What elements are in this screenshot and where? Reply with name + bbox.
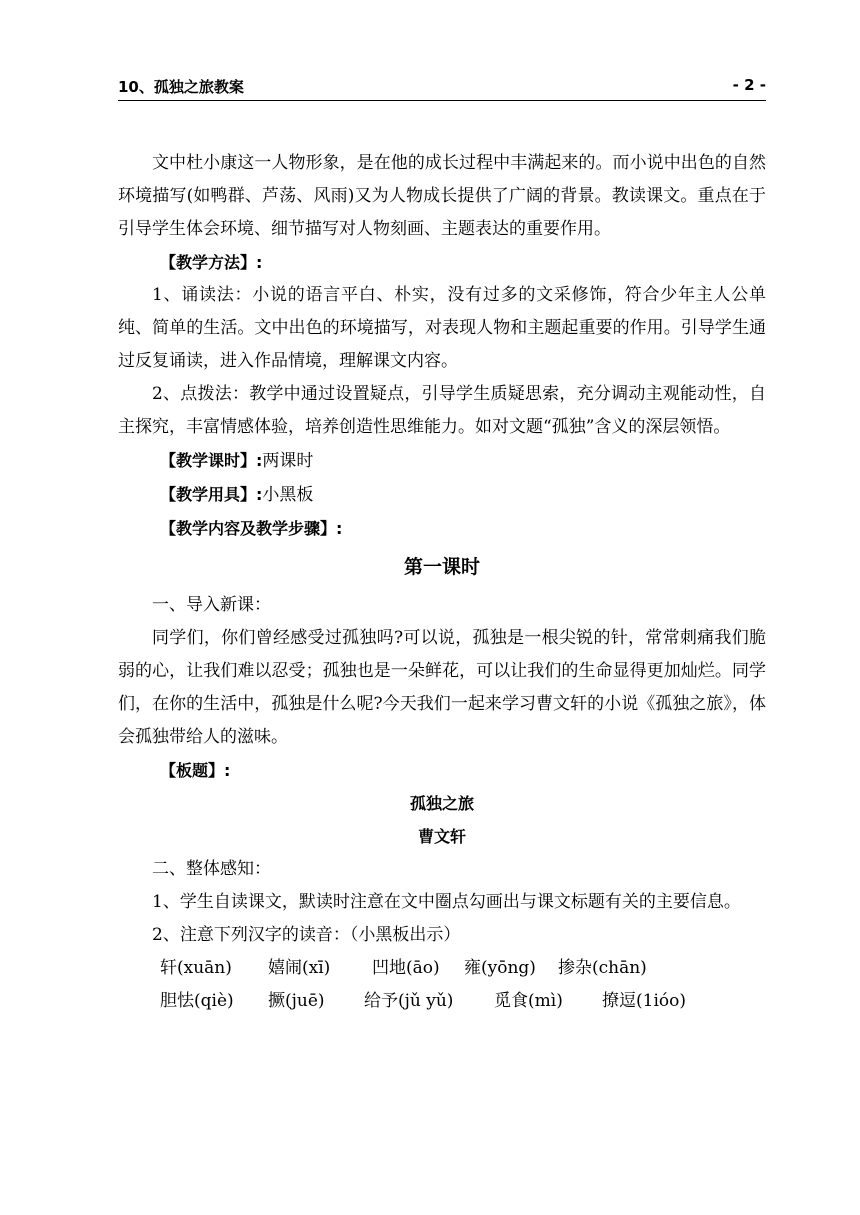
section-2-heading: 二、整体感知： bbox=[152, 859, 271, 879]
hours-value: 两课时 bbox=[262, 451, 314, 471]
word-item: 撅(juē) bbox=[268, 991, 325, 1011]
method-1: 1、诵读法：小说的语言平白、朴实，没有过多的文采修饰，符合少年主人公单纯、简单的生活。文中出色的环境描写，对表现人物和主题起重要的作用。引导学生通过反复诵读，进入作品情境，理解课文内容。 bbox=[118, 285, 766, 371]
methods-heading: 【教学方法】: bbox=[160, 253, 263, 272]
page-number: - 2 - bbox=[732, 76, 766, 94]
word-item: 掺杂(chān) bbox=[558, 958, 647, 978]
item-1: 1、学生自读课文，默读时注意在文中圈点勾画出与课文标题有关的主要信息。 bbox=[152, 892, 741, 912]
word-item: 觅食(mì) bbox=[494, 991, 563, 1011]
board-title: 孤独之旅 bbox=[409, 794, 474, 813]
steps-heading: 【教学内容及教学步骤】: bbox=[160, 519, 343, 538]
document-body bbox=[118, 147, 766, 1018]
word-item: 撩逗(1ióo) bbox=[602, 991, 686, 1011]
board-author: 曹文轩 bbox=[417, 827, 466, 846]
word-item: 胆怯(qiè) bbox=[160, 991, 234, 1011]
hours-line bbox=[118, 444, 766, 478]
method-2: 2、点拨法：教学中通过设置疑点，引导学生质疑思索，充分调动主观能动性，自主探究，丰富情感体验，培养创造性思维能力。如对文题“孤独”含义的深层领悟。 bbox=[118, 384, 766, 437]
pronunciation-row-1 bbox=[118, 952, 766, 985]
lesson-title: 第一课时 bbox=[403, 556, 480, 578]
intro-paragraph: 文中杜小康这一人物形象，是在他的成长过程中丰满起来的。而小说中出色的自然环境描写(如鸭群、芦荡、风雨)又为人物成长提供了广阔的背景。教读课文。重点在于引导学生体会环境、细节描写对人物刻画、主题表达的重要作用。 bbox=[118, 153, 766, 239]
word-item: 嬉闹(xī) bbox=[268, 958, 331, 978]
board-heading: 【板题】: bbox=[160, 761, 231, 780]
word-item: 轩(xuān) bbox=[160, 958, 232, 978]
section-1-text: 同学们，你们曾经感受过孤独吗?可以说，孤独是一根尖锐的针，常常刺痛我们脆弱的心，让我们难以忍受；孤独也是一朵鲜花，可以让我们的生命显得更加灿烂。同学们，在你的生活中，孤独是什么呢?今天我们一起来学习曹文轩的小说《孤独之旅》，体会孤独带给人的滋味。 bbox=[118, 628, 766, 747]
word-item: 凹地(āo) bbox=[372, 958, 440, 978]
item-2: 2、注意下列汉字的读音：（小黑板出示） bbox=[152, 925, 461, 945]
word-item: 给予(jǔ yǔ) bbox=[364, 991, 454, 1011]
word-item: 雍(yōng) bbox=[464, 958, 536, 978]
hours-heading: 【教学课时】: bbox=[160, 451, 263, 470]
tools-heading: 【教学用具】: bbox=[160, 485, 263, 504]
tools-line bbox=[118, 478, 766, 512]
section-1-heading: 一、导入新课： bbox=[152, 595, 271, 615]
pronunciation-row-2 bbox=[118, 985, 766, 1018]
header-title: 10、孤独之旅教案 bbox=[118, 78, 244, 96]
tools-value: 小黑板 bbox=[262, 485, 314, 505]
page-header bbox=[118, 76, 766, 101]
